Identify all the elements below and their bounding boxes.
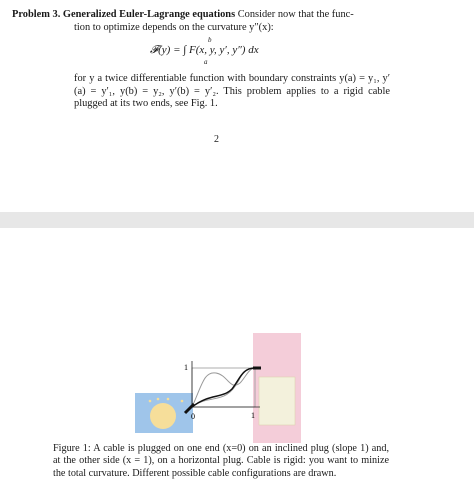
para2-line-1: for y a twice differentiable function with boundary constraints y(a) =: [74, 73, 365, 84]
tick-x-1: 1: [251, 411, 255, 420]
tick-y-1: 1: [184, 363, 188, 372]
page-number: 2: [214, 134, 219, 145]
problem-title: Generalized Euler-Lagrange equations: [62, 9, 236, 20]
problem-intro-2: tion to optimize depends on the curvature y″(x):: [74, 21, 274, 33]
problem-statement: [12, 9, 390, 34]
page-top: [0, 0, 474, 212]
problem-heading: Problem 3.: [12, 9, 61, 20]
page-bottom: [0, 228, 474, 497]
left-plug-dot: [157, 398, 160, 401]
page-separator: [0, 212, 474, 228]
left-plug-dot: [181, 400, 184, 403]
integral-upper: b: [208, 36, 212, 44]
left-plug-dot: [149, 400, 152, 403]
cable-figure: [130, 333, 310, 443]
figure-caption: Figure 1: A cable is plugged on one end (x=0) on an inclined plug (slope 1) and, at the other side (x = 1), on a horizontal plug. Cable is rigid: you want to minize the total curvature. Different possible cable configurations are drawn.: [53, 443, 389, 479]
integral-lower: a: [204, 58, 208, 66]
problem-intro-1: Consider now that the func-: [237, 9, 354, 20]
para2-line-3: cable plugged at its two ends, see Fig. 1.: [74, 85, 390, 109]
equation-text: 𝓕(y) = ∫ F(x, y, y′, y″) dx: [150, 44, 259, 56]
left-plug-dot: [167, 398, 170, 401]
para2-line-2: y₁, y′(a) = y′₁, y(b) = y₂, y′(b) = y′₂. This problem applies to a rigid: [74, 73, 391, 97]
optimal-cable: [192, 368, 255, 407]
right-plug-inner: [259, 377, 295, 425]
functional-equation: [150, 36, 259, 66]
left-plug-socket: [150, 403, 176, 429]
tick-x-0: 0: [191, 412, 195, 421]
constraints-paragraph: [74, 73, 390, 111]
